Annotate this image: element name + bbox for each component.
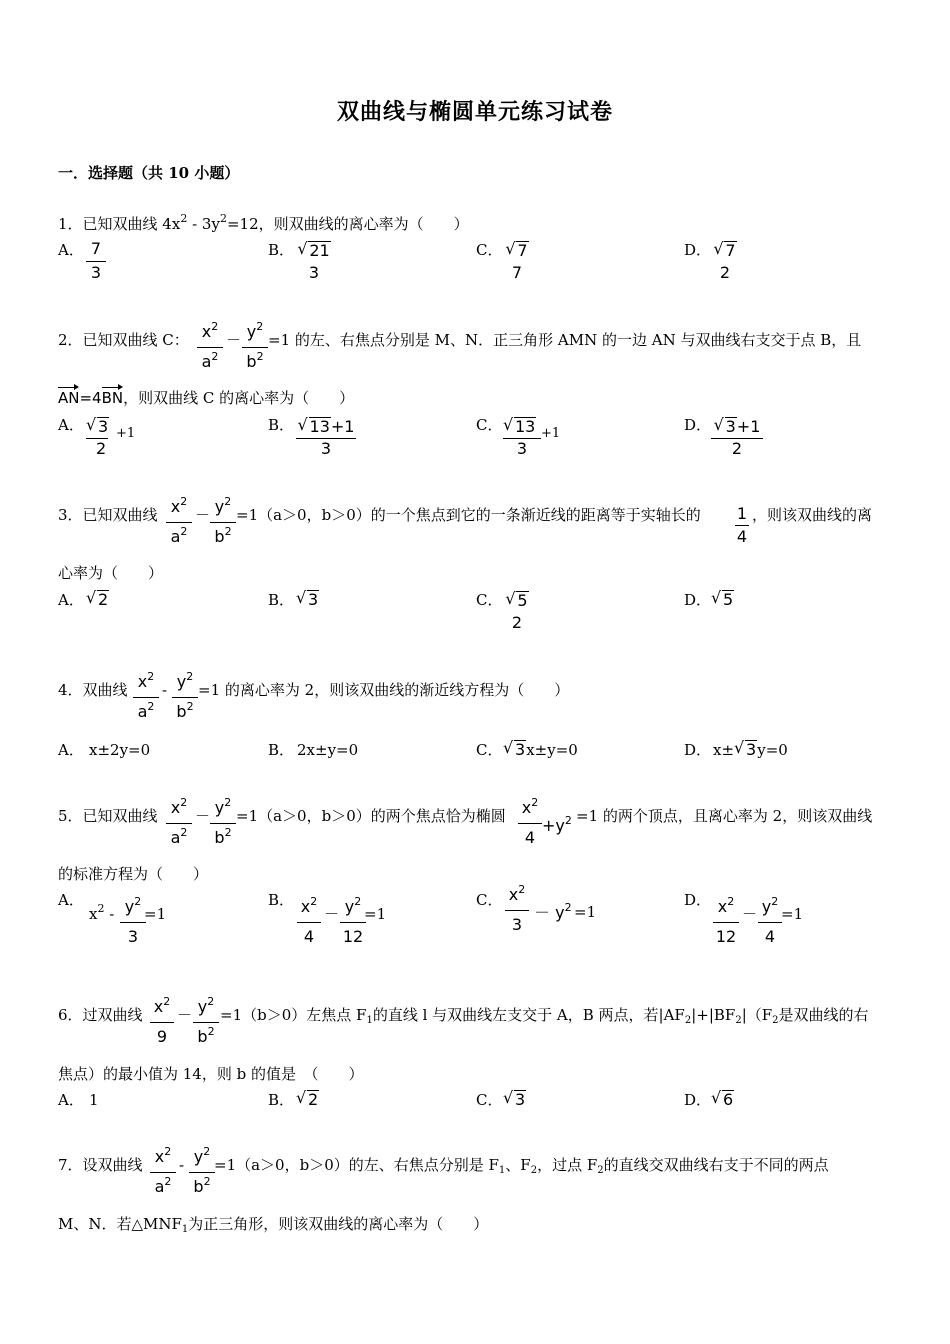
question-2-stem-a: 2．已知双曲线 C： [58,331,189,349]
question-3-stem-b: =1（a＞0，b＞0）的一个焦点到它的一条渐近线的距离等于实轴长的 [236,506,701,524]
question-3-stem-a: 3．已知双曲线 [58,506,158,524]
q4-option-a-label[interactable]: A． [58,741,84,759]
q4-option-d-value: x± √ 3y=0 [713,738,788,759]
question-5-stem-line2: 的标准方程为（ ） [58,865,209,883]
question-2-stem-b: =1 的左、右焦点分别是 M、N．正三角形 AMN 的一边 AN 与双曲线右支交于点 B，且 [268,331,862,349]
question-6-stem-a: 6．过双曲线 [58,1006,143,1024]
question-5-stem-c: =1 的两个顶点，且离心率为 2，则该双曲线 [576,807,873,825]
q2-option-a-fraction: √ 3 2 [86,415,109,458]
q6-option-c-value: √ 3 [503,1088,526,1109]
q4-option-b-value: 2x±y=0 [297,741,359,759]
q5-option-d-minus: － [742,905,758,923]
q4-option-c-value: √ 3x±y=0 [503,738,578,759]
question-5-stem-b: =1（a＞0，b＞0）的两个焦点恰为椭圆 [236,807,506,825]
q7-minus: - [179,1156,185,1174]
q4-option-c-label[interactable]: C． [476,741,503,759]
question-7-stem-b: =1（a＞0，b＞0）的左、右焦点分别是 $F_1$、$F_2$，过点 $F_2$的直线交双曲线右支于不同的两点 [214,1156,829,1176]
q1-option-b-label[interactable]: B． [268,241,295,259]
q4-x2-over-a2: $x^2$ $a^2$ [133,672,159,724]
q1-option-c-fraction: √ 7 7 [505,239,528,282]
question-4-stem-a: 4．双曲线 [58,681,128,699]
q3-y2-over-b2: $y^2$ $b^2$ [210,497,236,549]
question-5-stem-a: 5．已知双曲线 [58,807,158,825]
q2-option-c-fraction: √ 13 3 [503,416,541,458]
q5-y2-over-b2: $y^2$ $b^2$ [210,798,236,850]
q5-option-d-x2-over-12: $x^2$ 12 [713,897,739,949]
q1-option-b-fraction: √ 21 3 [297,239,330,282]
q5-ellipse-x2-over-4: $x^2$ 4 [518,798,542,850]
q2-option-a-tail: +1 [116,426,136,441]
q2-y2-over-b2: $y^2$ $b^2$ [242,322,268,374]
q3-option-c-fraction: √ 5 2 [505,589,528,632]
q5-option-b-label[interactable]: B． [268,891,295,909]
q5-option-b-tail: =1 [364,905,387,923]
q4-y2-over-b2: $y^2$ $b^2$ [172,672,198,724]
q2-option-a-label[interactable]: A． [58,416,84,434]
q3-option-c-label[interactable]: C． [476,591,503,609]
q2-option-d-fraction: √ 3+1 2 [711,416,763,458]
question-3-stem-c: ，则该双曲线的离 [752,506,873,524]
page-title: 双曲线与椭圆单元练习试卷 [336,99,613,125]
q2-option-b-fraction: √ 13+1 3 [297,415,355,458]
q3-minus: － [195,506,211,524]
q7-y2-over-b2: $y^2$ $b^2$ [189,1147,215,1199]
q5-option-a-y2-over-3: $y^2$ 3 [120,897,146,949]
q4-option-d-label[interactable]: D． [684,741,712,759]
q6-option-d-label[interactable]: D． [684,1091,712,1109]
q3-option-b-label[interactable]: B． [268,591,295,609]
q5-x2-over-a2: $x^2$ $a^2$ [166,798,192,850]
q3-option-d-label[interactable]: D． [684,591,712,609]
q6-option-a-label[interactable]: A． [58,1091,84,1109]
q6-option-b-label[interactable]: B． [268,1091,295,1109]
q5-option-d-label[interactable]: D． [684,891,712,909]
q4-option-a-value: x±2y=0 [89,741,151,759]
q6-option-d-value: √ 6 [711,1088,734,1109]
q6-minus: － [177,1006,193,1024]
q2-option-c-label[interactable]: C． [476,416,503,434]
question-2-stem-line2: AN=4BN，则双曲线 C 的离心率为（ ） [58,389,355,407]
q6-x2-over-9: $x^2$ 9 [150,997,174,1049]
q5-option-c-label[interactable]: C． [476,891,503,909]
q5-option-c-minus-y2: － $y^2$ [534,901,572,922]
q6-option-c-label[interactable]: C． [476,1091,503,1109]
question-7-stem-line2: M、N．若$\triangle MNF_1$为正三角形，则该双曲线的离心率为（ ） [58,1215,489,1235]
q6-y2-over-b2: $y^2$ $b^2$ [193,997,219,1049]
q5-option-c-x2-over-3: $x^2$ 3 [505,885,529,937]
q5-option-b-y2-over-12: $y^2$ 12 [340,897,366,949]
q5-option-b-x2-over-4: $x^2$ 4 [297,897,321,949]
question-1-stem: 1．已知双曲线 $4x^2 - 3y^2=12$，则双曲线的离心率为（ ） [58,212,469,233]
section-heading: 一．选择题（共 10 小题） [58,164,240,182]
q2-x2-over-a2: $x^2$ $a^2$ [197,322,223,374]
question-3-stem-line2: 心率为（ ） [58,564,164,582]
q3-x2-over-a2: $x^2$ $a^2$ [166,497,192,549]
q6-option-a-value: 1 [89,1091,99,1109]
q7-x2-over-a2: $x^2$ $a^2$ [150,1147,176,1199]
q5-option-b-minus: － [324,905,340,923]
q4-option-b-label[interactable]: B． [268,741,295,759]
q5-option-a-label[interactable]: A． [58,891,84,909]
q1-option-a-fraction: 7 3 [86,240,106,282]
q2-minus: － [226,331,242,349]
question-4-stem-b: =1 的离心率为 2，则该双曲线的渐近线方程为（ ） [198,681,570,699]
q1-option-c-label[interactable]: C． [476,241,503,259]
q1-option-d-fraction: √ 7 2 [713,239,736,282]
q5-option-a-x2: $x^2$ - [89,902,115,923]
q3-quarter-fraction: 1 4 [736,504,748,546]
q1-option-a-label[interactable]: A． [58,241,84,259]
q4-minus: - [162,681,168,699]
q5-option-a-tail: =1 [144,905,167,923]
q1-option-d-label[interactable]: D． [684,241,712,259]
q3-option-d-value: √ 5 [711,588,734,609]
question-6-stem-b: =1（b＞0）左焦点 $F_1$的直线 l 与双曲线左支交于 A，B 两点，若$|AF_2|+|BF_2|(F_2$是双曲线的右 [220,1006,869,1026]
q5-minus: － [195,807,211,825]
q2-option-d-label[interactable]: D． [684,416,712,434]
q5-option-d-tail: =1 [781,905,804,923]
q5-option-d-y2-over-4: $y^2$ 4 [758,897,782,949]
q6-option-b-value: √ 2 [296,1088,319,1109]
q2-option-b-label[interactable]: B． [268,416,295,434]
q2-option-c-tail: +1 [541,426,561,441]
question-6-stem-line2: 焦点）的最小值为 14，则 b 的值是 （ ） [58,1065,364,1083]
q5-option-c-tail: =1 [574,903,597,921]
q3-option-b-value: √ 3 [296,588,319,609]
q3-option-a-value: √ 2 [86,588,109,609]
question-7-stem-a: 7．设双曲线 [58,1156,143,1174]
q3-option-a-label[interactable]: A． [58,591,84,609]
q5-ellipse-plus-y: $+y^2$ [542,814,572,835]
